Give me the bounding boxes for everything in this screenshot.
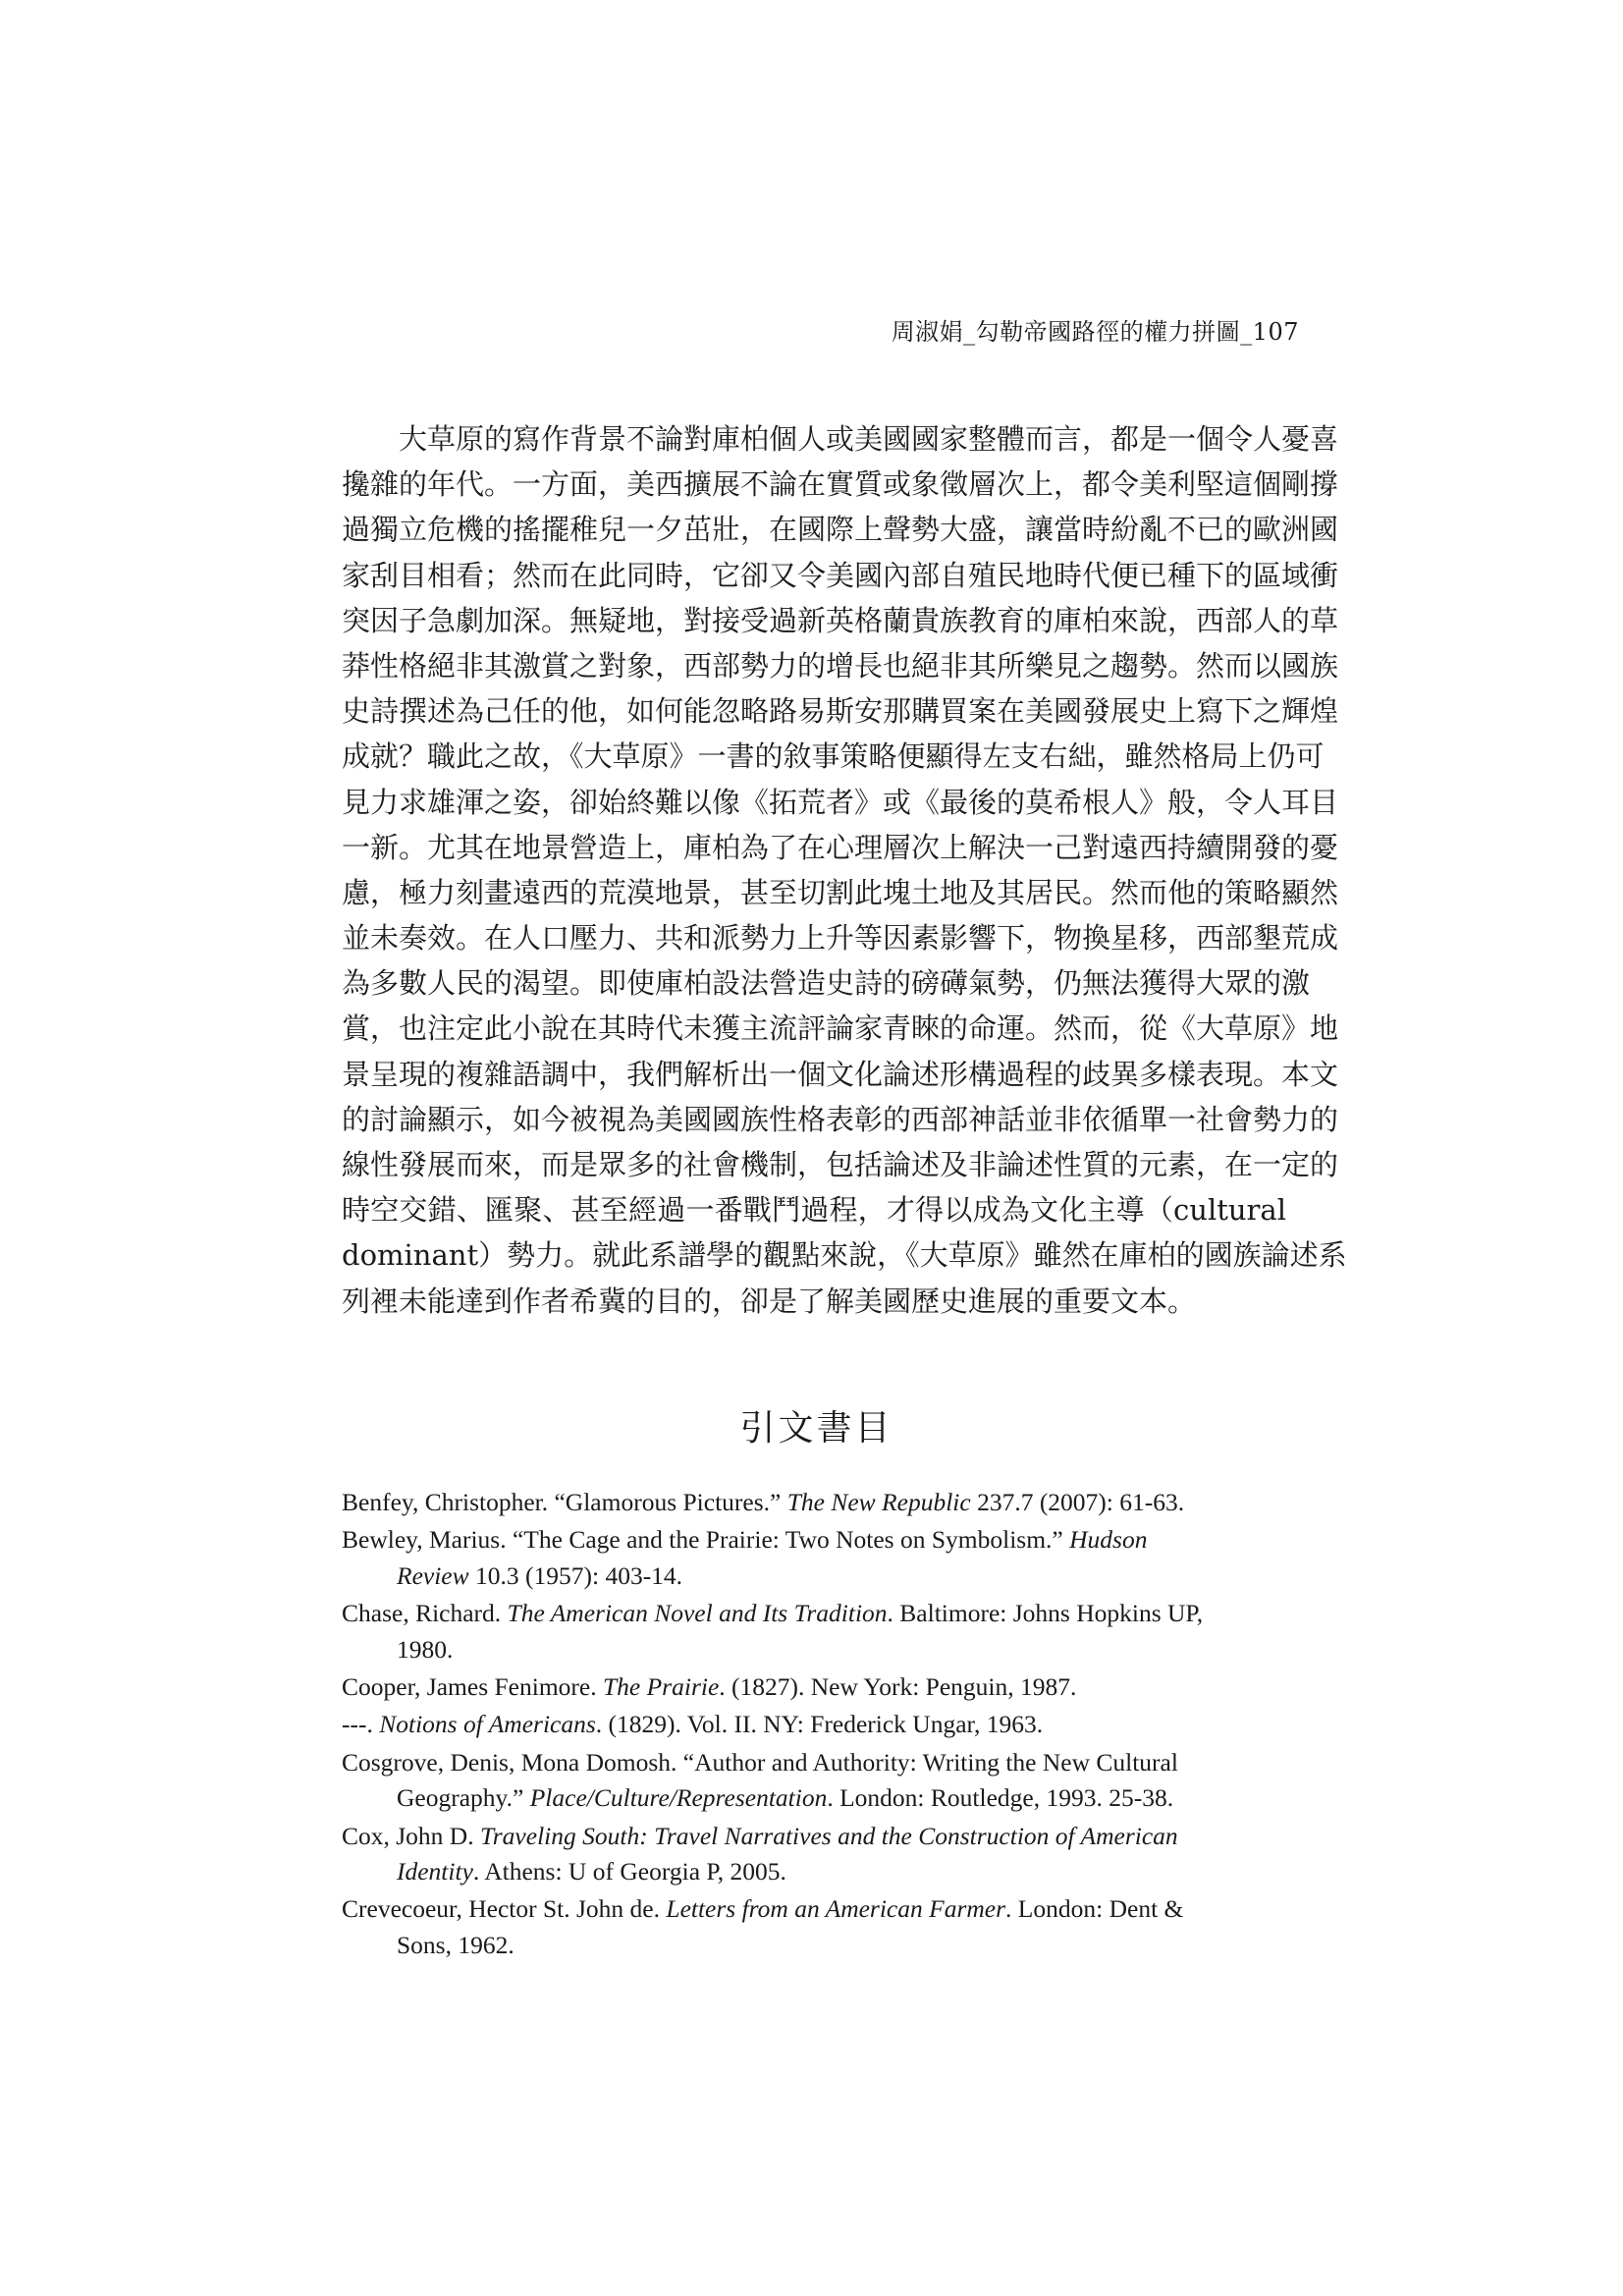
reference-text: . (1829). Vol. II. NY: Frederick Ungar, 1963.	[595, 1710, 1044, 1739]
reference-entry	[342, 1819, 1286, 1890]
reference-line	[342, 1854, 1286, 1889]
body-line: 成就？職此之故，《大草原》一書的敘事策略便顯得左支右絀，雖然格局上仍可	[342, 739, 1325, 774]
reference-text: 10.3 (1957): 403-14.	[468, 1560, 683, 1590]
reference-text: 1980.	[397, 1634, 454, 1664]
reference-entry	[342, 1891, 1286, 1963]
body-line: 過獨立危機的搖擺稚兒一夕茁壯，在國際上聲勢大盛，讓當時紛亂不已的歐洲國	[342, 513, 1339, 547]
body-line: 列裡未能達到作者希冀的目的，卻是了解美國歷史進展的重要文本。	[342, 1284, 1197, 1318]
reference-line	[342, 1891, 1286, 1927]
reference-line	[342, 1596, 1286, 1631]
body-line: 一新。尤其在地景營造上，庫柏為了在心理層次上解決一己對遠西持續開發的憂	[342, 830, 1339, 864]
reference-text: 237.7 (2007): 61-63.	[970, 1488, 1185, 1516]
body-line: 並未奏效。在人口壓力、共和派勢力上升等因素影響下，物換星移，西部墾荒成	[342, 921, 1339, 956]
reference-text: Sons, 1962.	[397, 1930, 514, 1959]
reference-text: . London: Routledge, 1993. 25-38.	[827, 1783, 1174, 1813]
reference-line	[342, 1780, 1286, 1816]
bibliography-list	[342, 1485, 1286, 1965]
reference-line	[342, 1745, 1286, 1780]
reference-text: . Baltimore: Johns Hopkins UP,	[887, 1599, 1204, 1628]
reference-title-text: The American Novel and Its Tradition	[507, 1599, 888, 1628]
body-line: 賞，也注定此小說在其時代未獲主流評論家青睞的命運。然而，從《大草原》地	[342, 1011, 1339, 1046]
reference-entry	[342, 1707, 1286, 1742]
reference-text: Cox, John D.	[342, 1821, 480, 1850]
reference-line	[342, 1707, 1286, 1742]
body-line: 見力求雄渾之姿，卻始終難以像《拓荒者》或《最後的莫希根人》般，令人耳目	[342, 785, 1339, 819]
body-line: 慮，極力刻畫遠西的荒漠地景，甚至切割此塊土地及其居民。然而他的策略顯然	[342, 875, 1339, 909]
reference-title-text: Traveling South: Travel Narratives and the Construction of American	[479, 1821, 1178, 1850]
reference-title-text: The New Republic	[786, 1488, 971, 1516]
bibliography-title: 引文書目	[739, 1408, 893, 1449]
reference-line	[342, 1928, 1286, 1963]
reference-text: Crevecoeur, Hector St. John de.	[342, 1894, 667, 1924]
reference-line	[342, 1522, 1286, 1558]
body-line: 突因子急劇加深。無疑地，對接受過新英格蘭貴族教育的庫柏來說，西部人的草	[342, 603, 1339, 637]
reference-text: Bewley, Marius. “The Cage and the Prairie: Two Notes on Symbolism.”	[342, 1525, 1070, 1555]
body-line: 史詩撰述為己任的他，如何能忽略路易斯安那購買案在美國發展史上寫下之輝煌	[342, 694, 1339, 729]
body-line: 攙雜的年代。一方面，美西擴展不論在實質或象徵層次上，都令美利堅這個剛撐	[342, 467, 1339, 502]
reference-text: . (1827). New York: Penguin, 1987.	[719, 1671, 1077, 1701]
reference-line	[342, 1632, 1286, 1667]
reference-title-text: Place/Culture/Representation	[529, 1783, 828, 1813]
reference-text: . London: Dent &	[1005, 1894, 1184, 1924]
reference-text: Benfey, Christopher. “Glamorous Pictures.”	[342, 1488, 787, 1516]
reference-line	[342, 1485, 1286, 1520]
reference-title-text: Hudson	[1069, 1525, 1148, 1555]
reference-entry	[342, 1669, 1286, 1705]
reference-entry	[342, 1596, 1286, 1667]
body-paragraph	[342, 416, 1347, 1324]
reference-line	[342, 1669, 1286, 1705]
reference-entry	[342, 1522, 1286, 1594]
reference-entry	[342, 1485, 1286, 1520]
reference-line	[342, 1558, 1286, 1594]
body-line: 大草原的寫作背景不論對庫柏個人或美國國家整體而言，都是一個令人憂喜	[399, 422, 1339, 456]
reference-text: Geography.”	[397, 1783, 530, 1813]
reference-title-text: Review	[397, 1560, 469, 1590]
reference-entry	[342, 1745, 1286, 1817]
running-head: 周淑娟_勾勒帝國路徑的權力拼圖_107	[891, 318, 1299, 346]
body-line: 莽性格絕非其激賞之對象，西部勢力的增長也絕非其所樂見之趨勢。然而以國族	[342, 648, 1339, 683]
body-line: 時空交錯、匯聚、甚至經過一番戰鬥過程，才得以成為文化主導（cultural	[342, 1193, 1286, 1228]
body-line: 的討論顯示，如今被視為美國國族性格表彰的西部神話並非依循單一社會勢力的	[342, 1102, 1339, 1136]
reference-title-text: Identity	[397, 1856, 473, 1886]
reference-text: ---.	[342, 1710, 380, 1739]
reference-line	[342, 1819, 1286, 1854]
reference-text: Chase, Richard.	[342, 1599, 508, 1628]
reference-title-text: Letters from an American Farmer	[666, 1894, 1006, 1924]
body-line: 家刮目相看；然而在此同時，它卻又令美國內部自殖民地時代便已種下的區域衝	[342, 558, 1339, 592]
reference-text: . Athens: U of Georgia P, 2005.	[472, 1856, 786, 1886]
reference-text: Cosgrove, Denis, Mona Domosh. “Author and Authority: Writing the New Cultural	[342, 1747, 1178, 1777]
body-line: 線性發展而來，而是眾多的社會機制，包括論述及非論述性質的元素，在一定的	[342, 1148, 1339, 1181]
body-line: 景呈現的複雜語調中，我們解析出一個文化論述形構過程的歧異多樣表現。本文	[342, 1057, 1339, 1091]
body-line: 為多數人民的渴望。即使庫柏設法營造史詩的磅礡氣勢，仍無法獲得大眾的激	[342, 966, 1311, 1001]
reference-text: Cooper, James Fenimore.	[342, 1671, 603, 1701]
body-line: dominant）勢力。就此系譜學的觀點來說，《大草原》雖然在庫柏的國族論述系	[342, 1238, 1347, 1273]
reference-title-text: The Prairie	[602, 1671, 720, 1701]
reference-title-text: Notions of Americans	[379, 1710, 596, 1739]
